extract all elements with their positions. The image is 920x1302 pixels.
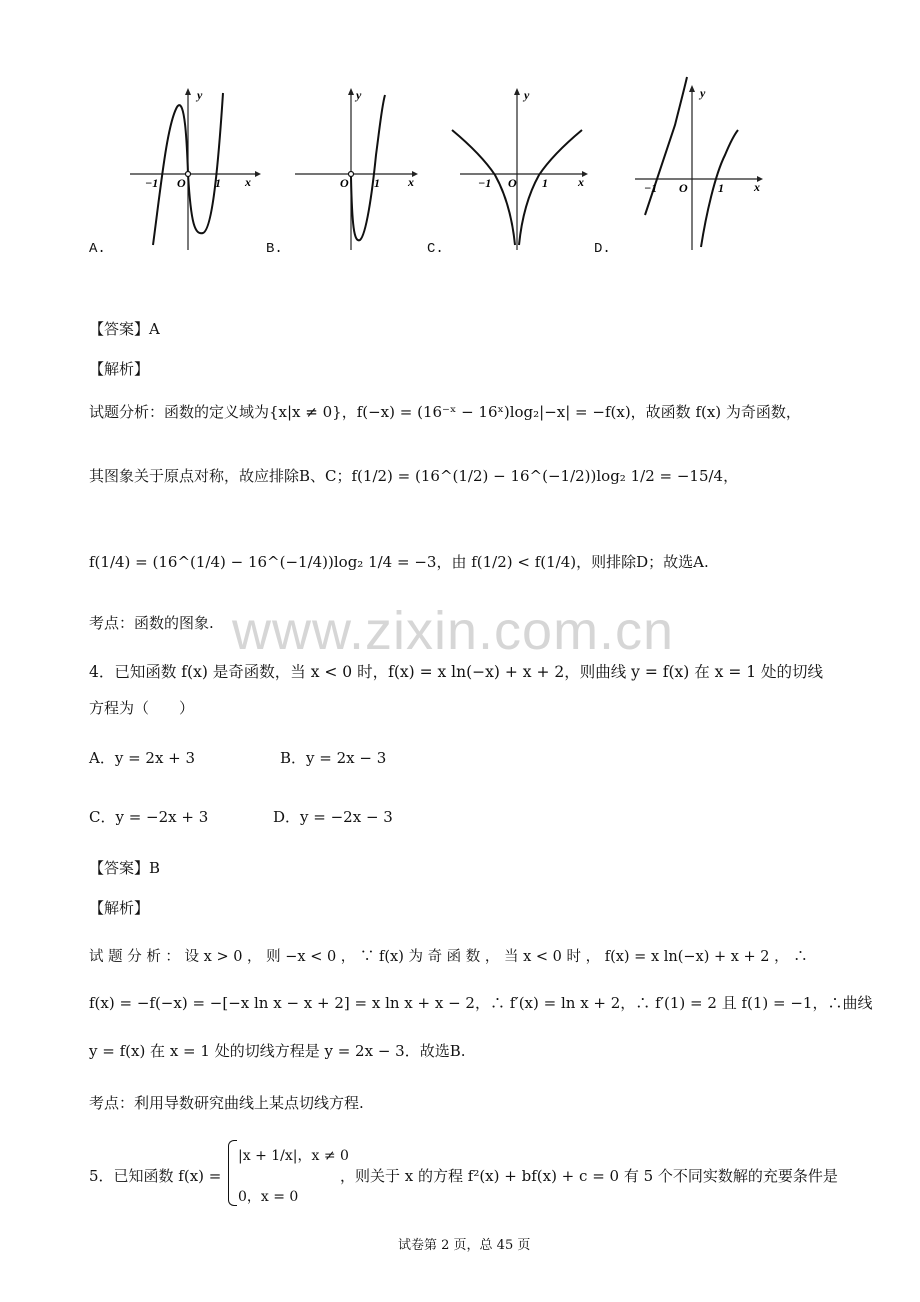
x-axis-label: x (245, 175, 251, 189)
y-axis-label: y (700, 86, 706, 100)
origin-label: O (177, 176, 186, 190)
graph-a (125, 85, 265, 265)
origin-label: O (508, 176, 517, 190)
tick-neg1: −1 (145, 176, 159, 190)
q5-stem-prefix: 5．已知函数 f(x) = (89, 1167, 222, 1185)
q4-option-c[interactable]: C．y = −2x + 3 (89, 808, 209, 826)
tick-1: 1 (718, 181, 724, 195)
graph-c-label: C. (427, 241, 444, 257)
x-axis-label: x (578, 175, 584, 189)
q4-kaodian: 考点：利用导数研究曲线上某点切线方程. (89, 1094, 364, 1112)
q4-analysis-heading: 【解析】 (89, 899, 150, 917)
page-footer: 试卷第 2 页，总 45 页 (398, 1238, 531, 1253)
q3-analysis-line3: f(1/4) = (16^(1/4) − 16^(−1/4))log₂ 1/4 = −3，由 f(1/2) < f(1/4)，则排除D；故选A. (89, 553, 709, 571)
q5-case1: |x + 1/x|，x ≠ 0 (238, 1148, 349, 1164)
watermark: www.zixin.com.cn (232, 601, 675, 661)
x-axis-label: x (754, 180, 760, 194)
y-axis-label: y (524, 88, 530, 102)
q4-option-a[interactable]: A．y = 2x + 3 (89, 749, 196, 767)
origin-label: O (340, 176, 349, 190)
q4-analysis-line3: y = f(x) 在 x = 1 处的切线方程是 y = 2x − 3．故选B. (89, 1042, 466, 1060)
q3-analysis-heading: 【解析】 (89, 360, 150, 378)
graph-c (450, 85, 600, 265)
q4-option-d[interactable]: D．y = −2x − 3 (273, 808, 393, 826)
graph-a-label: A. (89, 241, 106, 257)
tick-neg1: −1 (644, 181, 658, 195)
x-axis-label: x (408, 175, 414, 189)
graph-d (630, 75, 770, 265)
graph-b (290, 85, 430, 265)
y-axis-label: y (356, 88, 362, 102)
origin-label: O (679, 181, 688, 195)
q3-answer: 【答案】A (89, 320, 160, 338)
q4-stem-line1: 4．已知函数 f(x) 是奇函数，当 x < 0 时，f(x) = x ln(−x) + x + 2，则曲线 y = f(x) 在 x = 1 处的切线 (89, 663, 824, 681)
graph-d-label: D. (594, 241, 611, 257)
q3-kaodian: 考点：函数的图象. (89, 614, 214, 632)
q4-answer: 【答案】B (89, 859, 161, 877)
q4-analysis-line2: f(x) = −f(−x) = −[−x ln x − x + 2] = x ln x + x − 2，∴ f′(x) = ln x + 2，∴ f′(1) = 2 且 f(1) = −1，∴曲线 (89, 994, 873, 1012)
tick-neg1: −1 (478, 176, 492, 190)
q4-option-b[interactable]: B．y = 2x − 3 (280, 749, 387, 767)
graph-b-label: B. (266, 241, 283, 257)
q4-stem-line2: 方程为（ ） (89, 699, 195, 717)
q3-analysis-line1: 试题分析：函数的定义域为{x|x ≠ 0}，f(−x) = (16⁻ˣ − 16ˣ)log₂|−x| = −f(x)，故函数 f(x) 为奇函数， (89, 403, 801, 421)
y-axis-label: y (197, 88, 203, 102)
q4-analysis-line1: 试 题 分 析 ： 设 x > 0 ， 则 −x < 0 ， ∵ f(x) 为 奇 函 数 ， 当 x < 0 时 ， f(x) = x ln(−x) + x + 2 ， ∴ (89, 949, 808, 965)
tick-1: 1 (215, 176, 221, 190)
tick-1: 1 (542, 176, 548, 190)
q5-case2: 0，x = 0 (238, 1189, 299, 1205)
q3-analysis-line2: 其图象关于原点对称，故应排除B、C；f(1/2) = (16^(1/2) − 16^(−1/2))log₂ 1/2 = −15/4， (89, 467, 739, 485)
q5-stem-suffix: ，则关于 x 的方程 f²(x) + bf(x) + c = 0 有 5 个不同实数解的充要条件是 (340, 1167, 838, 1185)
piecewise-brace (228, 1140, 237, 1206)
tick-1: 1 (374, 176, 380, 190)
